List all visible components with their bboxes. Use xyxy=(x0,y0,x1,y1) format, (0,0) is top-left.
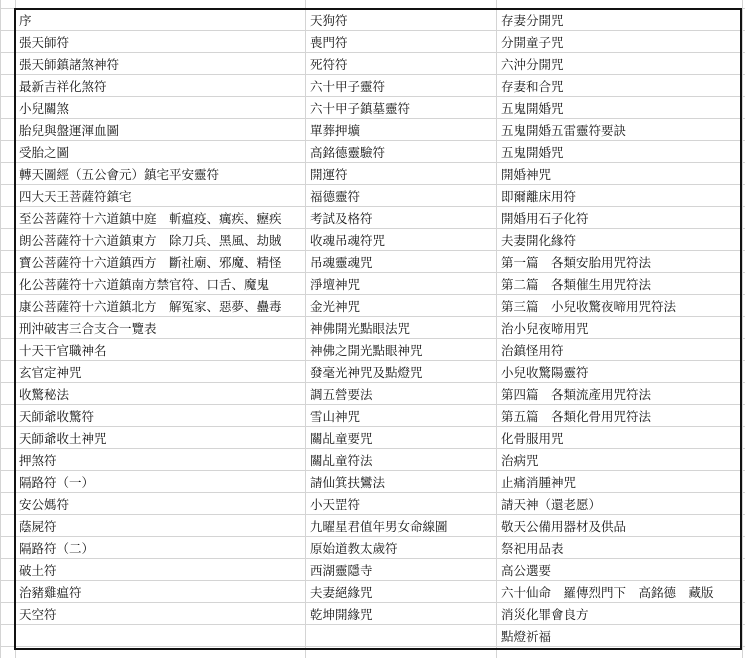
table-cell[interactable]: 化骨服用咒 xyxy=(501,431,564,446)
table-cell[interactable]: 消災化罪會良方 xyxy=(501,607,589,622)
table-cell[interactable]: 福德靈符 xyxy=(310,189,361,204)
table-cell[interactable]: 小兒關煞 xyxy=(19,101,70,116)
table-cell[interactable]: 刑沖破害三合支合一覽表 xyxy=(19,321,157,336)
table-cell[interactable]: 至公菩薩符十六道鎮中庭 斬瘟疫、癘疾、癧疾 xyxy=(19,211,282,226)
table-cell[interactable]: 發毫光神咒及點燈咒 xyxy=(310,365,423,380)
table-cell[interactable]: 寶公菩薩符十六道鎮西方 斷社廟、邪魔、精怪 xyxy=(19,255,282,270)
table-cell[interactable]: 高公選要 xyxy=(501,563,552,578)
table-cell[interactable]: 天狗符 xyxy=(310,13,348,28)
table-cell[interactable]: 夫妻開化緣符 xyxy=(501,233,577,248)
table-cell[interactable]: 康公菩薩符十六道鎮北方 解冤家、惡夢、蠱毒 xyxy=(19,299,282,314)
table-cell[interactable]: 夫妻絕緣咒 xyxy=(310,585,373,600)
table-cell[interactable]: 張天師鎮諸煞神符 xyxy=(19,57,120,72)
table-cell[interactable]: 治鎮怪用符 xyxy=(501,343,564,358)
table-cell[interactable]: 關乩童符法 xyxy=(310,453,373,468)
table-cell[interactable]: 金光神咒 xyxy=(310,299,361,314)
table-cell[interactable]: 存妻分開咒 xyxy=(501,13,564,28)
table-cell[interactable]: 乾坤開緣咒 xyxy=(310,607,373,622)
table-cell[interactable]: 六沖分開咒 xyxy=(501,57,564,72)
table-cell[interactable]: 請天神（還老愿） xyxy=(501,497,602,512)
table-cell[interactable]: 神佛開光點眼法咒 xyxy=(310,321,411,336)
table-cell[interactable]: 單葬押壙 xyxy=(310,123,361,138)
table-cell[interactable]: 收驚秘法 xyxy=(19,387,70,402)
table-cell[interactable]: 押煞符 xyxy=(19,453,57,468)
table-cell[interactable]: 隔路符（一） xyxy=(19,475,95,490)
table-cell[interactable]: 西湖靈隱寺 xyxy=(310,563,373,578)
table-cell[interactable]: 張天師符 xyxy=(19,35,70,50)
table-cell[interactable]: 雪山神咒 xyxy=(310,409,361,424)
table-cell[interactable]: 破土符 xyxy=(19,563,57,578)
table-cell[interactable]: 十天干官職神名 xyxy=(19,343,107,358)
table-cell[interactable]: 天師爺收土神咒 xyxy=(19,431,107,446)
table-cell[interactable]: 小兒收驚陽靈符 xyxy=(501,365,589,380)
table-cell[interactable]: 胎兒與盤運渾血圖 xyxy=(19,123,120,138)
table-cell[interactable]: 六十仙命 羅傳烈門下 高銘德 藏版 xyxy=(501,585,714,600)
table-cell[interactable]: 安公媽符 xyxy=(19,497,70,512)
table-cell[interactable]: 分開童子咒 xyxy=(501,35,564,50)
table-cell[interactable]: 第一篇 各類安胎用咒符法 xyxy=(501,255,652,270)
table-cell[interactable]: 淨壇神咒 xyxy=(310,277,361,292)
table-cell[interactable]: 五鬼開婚咒 xyxy=(501,101,564,116)
table-cell[interactable]: 開婚用石子化符 xyxy=(501,211,589,226)
table-cell[interactable]: 關乩童要咒 xyxy=(310,431,373,446)
column-c xyxy=(497,10,742,648)
table-cell[interactable]: 小天罡符 xyxy=(310,497,361,512)
table-cell[interactable]: 朗公菩薩符十六道鎮東方 除刀兵、黑風、劫賊 xyxy=(19,233,282,248)
table-cell[interactable]: 九曜星君值年男女命線圖 xyxy=(310,519,448,534)
table-cell[interactable]: 受胎之圖 xyxy=(19,145,70,160)
table-cell[interactable]: 調五營要法 xyxy=(310,387,373,402)
table-cell[interactable]: 開婚神咒 xyxy=(501,167,552,182)
column-b xyxy=(306,10,496,626)
column-a xyxy=(15,10,305,626)
table-cell[interactable]: 請仙箕扶鸞法 xyxy=(310,475,386,490)
table-cell[interactable]: 第四篇 各類流產用咒符法 xyxy=(501,387,652,402)
table-cell[interactable]: 治小兒夜啼用咒 xyxy=(501,321,589,336)
table-cell[interactable]: 第三篇 小兒收驚夜啼用咒符法 xyxy=(501,299,677,314)
table-cell[interactable]: 隔路符（二） xyxy=(19,541,95,556)
table-cell[interactable]: 六十甲子鎮墓靈符 xyxy=(310,101,411,116)
table-cell[interactable]: 吊魂靈魂咒 xyxy=(310,255,373,270)
table-cell[interactable]: 治豬雞瘟符 xyxy=(19,585,82,600)
table-cell[interactable]: 五鬼開婚咒 xyxy=(501,145,564,160)
grid-column-line xyxy=(742,0,743,658)
table-cell[interactable]: 敬天公備用器材及供品 xyxy=(501,519,627,534)
table-cell[interactable]: 第五篇 各類化骨用咒符法 xyxy=(501,409,652,424)
table-cell[interactable]: 祭祀用品表 xyxy=(501,541,564,556)
table-cell[interactable]: 玄官定神咒 xyxy=(19,365,82,380)
table-cell[interactable]: 天空符 xyxy=(19,607,57,622)
table-cell[interactable]: 轉天圖經（五公會元）鎮宅平安靈符 xyxy=(19,167,220,182)
table-cell[interactable]: 止痛消腫神咒 xyxy=(501,475,577,490)
table-cell[interactable]: 五鬼開婚五雷靈符要訣 xyxy=(501,123,627,138)
table-cell[interactable]: 四大天王菩薩符鎮宅 xyxy=(19,189,132,204)
table-cell[interactable]: 第二篇 各類催生用咒符法 xyxy=(501,277,652,292)
table-cell[interactable]: 考試及格符 xyxy=(310,211,373,226)
table-cell[interactable]: 六十甲子靈符 xyxy=(310,79,386,94)
table-cell[interactable]: 存妻和合咒 xyxy=(501,79,564,94)
table-cell[interactable]: 高銘德靈驗符 xyxy=(310,145,386,160)
table-cell[interactable]: 原始道教太歲符 xyxy=(310,541,398,556)
table-cell[interactable]: 神佛之開光點眼神咒 xyxy=(310,343,423,358)
table-cell[interactable]: 治病咒 xyxy=(501,453,539,468)
table-cell[interactable]: 點燈祈福 xyxy=(501,629,552,644)
table-cell[interactable]: 即爾離床用符 xyxy=(501,189,577,204)
table-cell[interactable]: 最新吉祥化煞符 xyxy=(19,79,107,94)
table-cell[interactable]: 天師爺收驚符 xyxy=(19,409,95,424)
table-cell[interactable]: 收魂吊魂符咒 xyxy=(310,233,386,248)
table-cell[interactable]: 化公菩薩符十六道鎮南方禁官符、口舌、魔鬼 xyxy=(19,277,270,292)
table-cell[interactable]: 死符符 xyxy=(310,57,348,72)
table-cell[interactable]: 蔭屍符 xyxy=(19,519,57,534)
table-cell[interactable]: 開運符 xyxy=(310,167,348,182)
table-cell[interactable]: 序 xyxy=(19,13,32,28)
table-cell[interactable]: 喪門符 xyxy=(310,35,348,50)
